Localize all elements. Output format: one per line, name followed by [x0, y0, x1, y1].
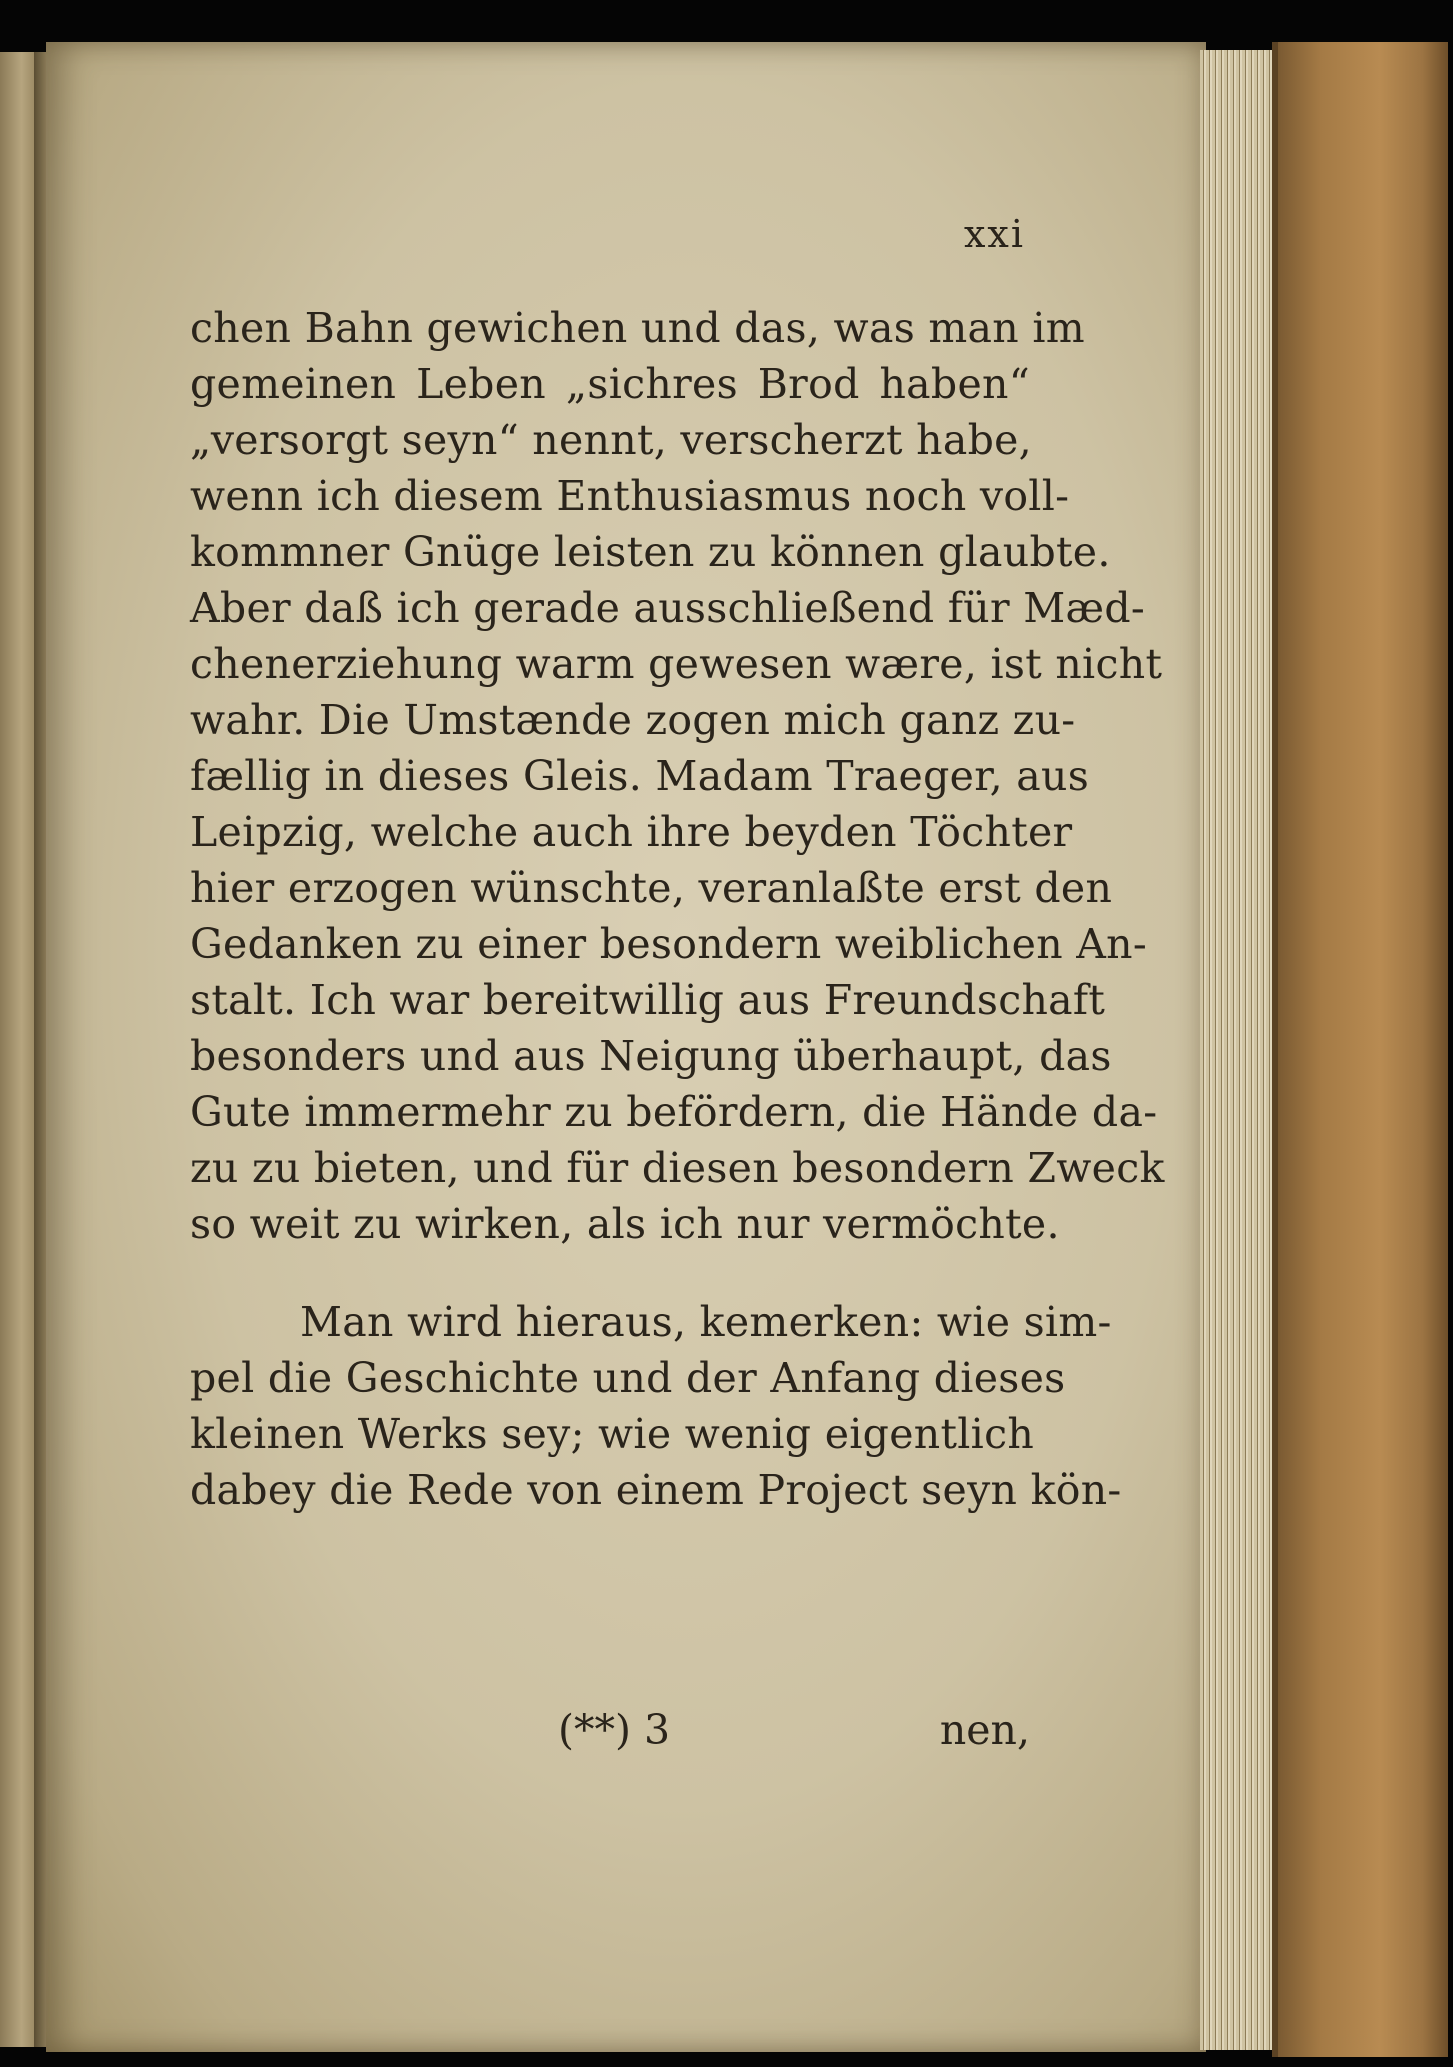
text-line: Gedanken zu einer besondern weiblichen An- — [190, 920, 1148, 968]
text-line: dabey die Rede von einem Project seyn kön- — [190, 1466, 1122, 1514]
body-text — [190, 300, 1165, 1518]
facing-page-edge — [0, 52, 36, 2047]
text-line: wenn ich diesem Enthusiasmus noch voll- — [190, 472, 1070, 520]
text-line: kommner Gnüge leisten zu können glaubte. — [190, 528, 1111, 576]
text-line: Man wird hieraus, kemerken: wie sim- — [300, 1298, 1112, 1346]
text-line: hier erzogen wünschte, veranlaßte erst den — [190, 864, 1113, 912]
page-edges — [1200, 50, 1280, 2050]
text-line: „versorgt seyn“ nennt, verscherzt habe, — [190, 416, 1033, 464]
text-line: wahr. Die Umstænde zogen mich ganz zu- — [190, 696, 1076, 744]
text-line: chen Bahn gewichen und das, was man im — [190, 304, 1085, 352]
signature-mark: (**) 3 — [558, 1706, 671, 1754]
text-line: Gute immermehr zu befördern, die Hände da- — [190, 1088, 1158, 1136]
text-line: gemeinen Leben „sichres Brod haben“ — [190, 360, 1030, 408]
text-line: besonders und aus Neigung überhaupt, das — [190, 1032, 1112, 1080]
book-cover — [1278, 42, 1448, 2057]
page-number: xxi — [964, 212, 1026, 256]
text-line: chenerziehung warm gewesen wære, ist nicht — [190, 640, 1163, 688]
text-line: fællig in dieses Gleis. Madam Traeger, aus — [190, 752, 1090, 800]
page-footer — [190, 1706, 1030, 1766]
text-line: stalt. Ich war bereitwillig aus Freundschaft — [190, 976, 1106, 1024]
text-line: so weit zu wirken, als ich nur vermöchte. — [190, 1200, 1060, 1248]
text-line: kleinen Werks sey; wie wenig eigentlich — [190, 1410, 1035, 1458]
text-line: Aber daß ich gerade ausschließend für Mæd- — [190, 584, 1146, 632]
text-line: zu zu bieten, und für diesen besondern Zweck — [190, 1144, 1165, 1192]
text-line: Leipzig, welche auch ihre beyden Töchter — [190, 808, 1073, 856]
catchword: nen, — [939, 1706, 1030, 1754]
text-line: pel die Geschichte und der Anfang dieses — [190, 1354, 1066, 1402]
paragraph-gap — [190, 1252, 1030, 1294]
